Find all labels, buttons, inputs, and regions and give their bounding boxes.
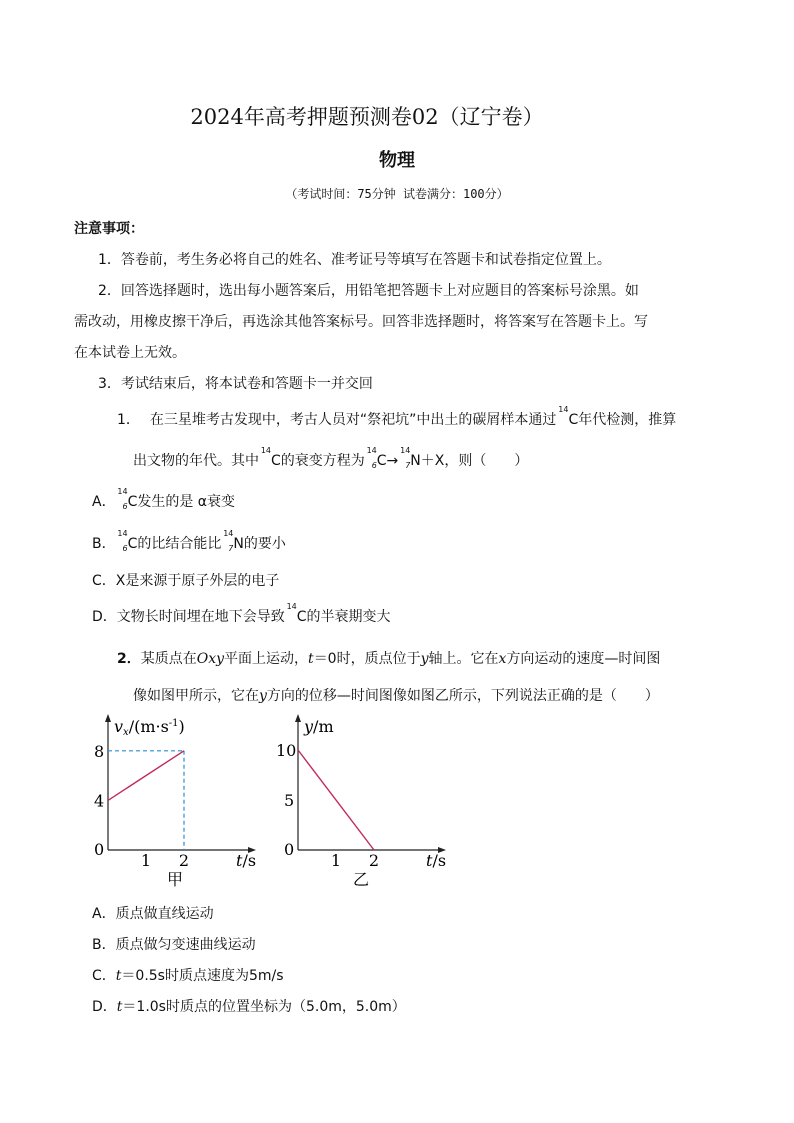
note-item-3: 3．考试结束后，将本试卷和答题卡一并交回 [98, 376, 373, 392]
graph-jia [80, 712, 260, 892]
y-axis-var: y [304, 717, 314, 736]
q2-text: ＝0时，质点位于 [313, 651, 421, 667]
isotope-c14-full [365, 446, 377, 470]
option-label: A． [92, 906, 116, 922]
x-axis-var: t [236, 851, 243, 870]
q1-line-2-text-b: C的衰变方程为 [271, 453, 365, 469]
q1-option-a[interactable] [92, 487, 236, 511]
option-text: ＝0.5s [121, 968, 165, 984]
note-item-2-line-2: 需改动，用橡皮擦干净后，再选涂其他答案标号。回答非选择题时，将答案写在答题卡上。写 [74, 314, 648, 330]
x-tick-label-2: 2 [178, 851, 190, 870]
option-label: D． [92, 999, 117, 1015]
q1-line-2-text-a: 出文物的年代。其中 [133, 453, 259, 469]
paper-title [0, 101, 794, 131]
q2-line-2 [133, 685, 659, 705]
subject-title: 物理 [379, 150, 415, 171]
option-text: 质点做匀变速曲线运动 [115, 937, 256, 953]
option-label: C． [92, 968, 116, 984]
q1-option-d[interactable] [92, 602, 391, 626]
option-text: 时质点的位置坐标为（5.0m，5.0m） [165, 999, 406, 1015]
isotope-n14 [398, 446, 411, 470]
q2-line-1 [117, 648, 660, 668]
y-axis-var: v [114, 717, 124, 736]
exam-info: （考试时间：75分钟 试卷满分：100分） [285, 187, 509, 201]
y-axis-unit: /(m·s [128, 717, 169, 736]
notes-title: 注意事项： [74, 221, 144, 237]
option-text: C发生的是 α衰变 [127, 494, 236, 510]
x-tick-label-1: 1 [140, 851, 152, 870]
q1-line-2-text-d: N＋X，则（ ） [410, 453, 529, 469]
q1-number: 1． [117, 412, 140, 428]
origin-label: 0 [94, 840, 105, 859]
option-text: 时质点速度为5m/s [164, 968, 284, 984]
x-tick-label-2: 2 [368, 851, 380, 870]
q2-option-d[interactable] [92, 996, 406, 1016]
y-axis-arrow [295, 714, 301, 722]
option-text: C的半衰期变大 [296, 609, 391, 625]
isotope-mass: 14 [400, 446, 411, 455]
q1-option-b[interactable] [92, 529, 286, 553]
graph-caption: 乙 [352, 870, 370, 889]
series-line-y [298, 750, 374, 850]
x-axis-unit: /s [432, 851, 447, 870]
x-tick-label-1: 1 [330, 851, 342, 870]
y-axis-subscript: x [123, 727, 129, 738]
paper-title-text: 2024年高考押题预测卷02（辽宁卷） [190, 105, 544, 129]
option-label: B． [92, 937, 116, 953]
isotope-mass: 14 [260, 446, 271, 455]
graph-yi [270, 712, 450, 892]
option-text: 质点做直线运动 [115, 906, 214, 922]
x-axis-var: t [426, 851, 433, 870]
q2-text: 轴上。它在 [428, 651, 499, 667]
isotope-mass: 14 [366, 446, 377, 455]
y-tick-label-8: 8 [94, 741, 105, 761]
isotope-mass: 14 [558, 405, 569, 414]
q2-option-c[interactable] [92, 965, 284, 985]
x-axis-label [236, 851, 256, 870]
option-text: X是来源于原子外层的电子 [115, 573, 280, 589]
option-text: C的比结合能比 [127, 536, 222, 552]
q1-line-2 [133, 446, 529, 470]
graph-caption: 甲 [166, 870, 184, 889]
isotope-c14 [285, 602, 297, 624]
q2-option-a[interactable] [92, 903, 214, 923]
q2-var-t: t [308, 651, 314, 667]
isotope-mass: 14 [117, 487, 128, 496]
isotope-c14-full [116, 487, 128, 511]
isotope-c14-full [116, 529, 128, 553]
isotope-c14 [556, 405, 569, 427]
option-label: B． [92, 536, 116, 552]
option-text: 文物长时间埋在地下会导致 [116, 609, 285, 625]
q2-number: 2． [117, 651, 141, 667]
note-item-1: 1．答卷前，考生务必将自己的姓名、准考证号等填写在答题卡和试卷指定位置上。 [98, 252, 611, 268]
series-line-vx [108, 751, 184, 801]
isotope-n14 [221, 529, 234, 553]
option-label: D． [92, 609, 117, 625]
q2-text: 某质点在 [140, 651, 197, 667]
note-item-2-line-3: 在本试卷上无效。 [74, 345, 186, 361]
q2-var-x: x [498, 651, 507, 667]
q1-line-1-text-a: 在三星堆考古发现中，考古人员对“祭祀坑”中出土的碳屑样本通过 [149, 412, 557, 428]
isotope-atomic-number: 7 [228, 544, 234, 553]
y-axis-label [303, 717, 334, 736]
q1-line-1 [117, 405, 677, 429]
q2-var-y: y [259, 688, 267, 704]
q2-var-oxy: Oxy [196, 651, 225, 667]
isotope-atomic-number: 6 [122, 544, 128, 553]
y-tick-label-10: 10 [276, 741, 297, 760]
isotope-atomic-number: 7 [405, 461, 411, 470]
isotope-mass: 14 [286, 602, 297, 611]
isotope-c14 [259, 446, 271, 468]
option-var-t: t [116, 999, 123, 1015]
option-text: N的要小 [233, 536, 286, 552]
q2-text: 方向的位移—时间图像如图乙所示，下列说法正确的是（ ） [266, 688, 659, 704]
isotope-mass: 14 [117, 529, 128, 538]
q2-option-b[interactable] [92, 934, 256, 954]
option-text: ＝1.0s [122, 999, 166, 1015]
y-axis-label [114, 717, 185, 738]
y-axis-arrow [105, 714, 111, 722]
y-tick-label-5: 5 [284, 791, 295, 810]
x-axis-label [426, 851, 446, 870]
isotope-atomic-number: 6 [122, 502, 128, 511]
y-axis-unit: /m [313, 717, 334, 736]
q1-option-c[interactable] [92, 570, 279, 590]
x-axis-unit: /s [242, 851, 257, 870]
isotope-mass: 14 [223, 529, 234, 538]
note-item-2-line-1: 2．回答选择题时，选出每小题答案后，用铅笔把答题卡上对应题目的答案标号涂黑。如 [98, 283, 639, 299]
q2-text: 像如图甲所示，它在 [133, 688, 259, 704]
y-axis-unit-close: ) [178, 717, 185, 736]
option-var-t: t [115, 968, 122, 984]
option-label: C． [92, 573, 116, 589]
q2-var-y: y [420, 651, 429, 667]
isotope-atomic-number: 6 [371, 461, 377, 470]
y-axis-unit-exp: -1 [168, 718, 179, 729]
q1-line-2-text-c: C→ [376, 453, 399, 469]
origin-label: 0 [284, 840, 295, 859]
q1-line-1-text-b: C年代检测，推算 [568, 412, 677, 428]
q2-text: 平面上运动， [224, 651, 309, 667]
q2-text: 方向运动的速度—时间图 [506, 651, 661, 667]
option-label: A． [92, 494, 116, 510]
y-tick-label-4: 4 [94, 791, 105, 811]
